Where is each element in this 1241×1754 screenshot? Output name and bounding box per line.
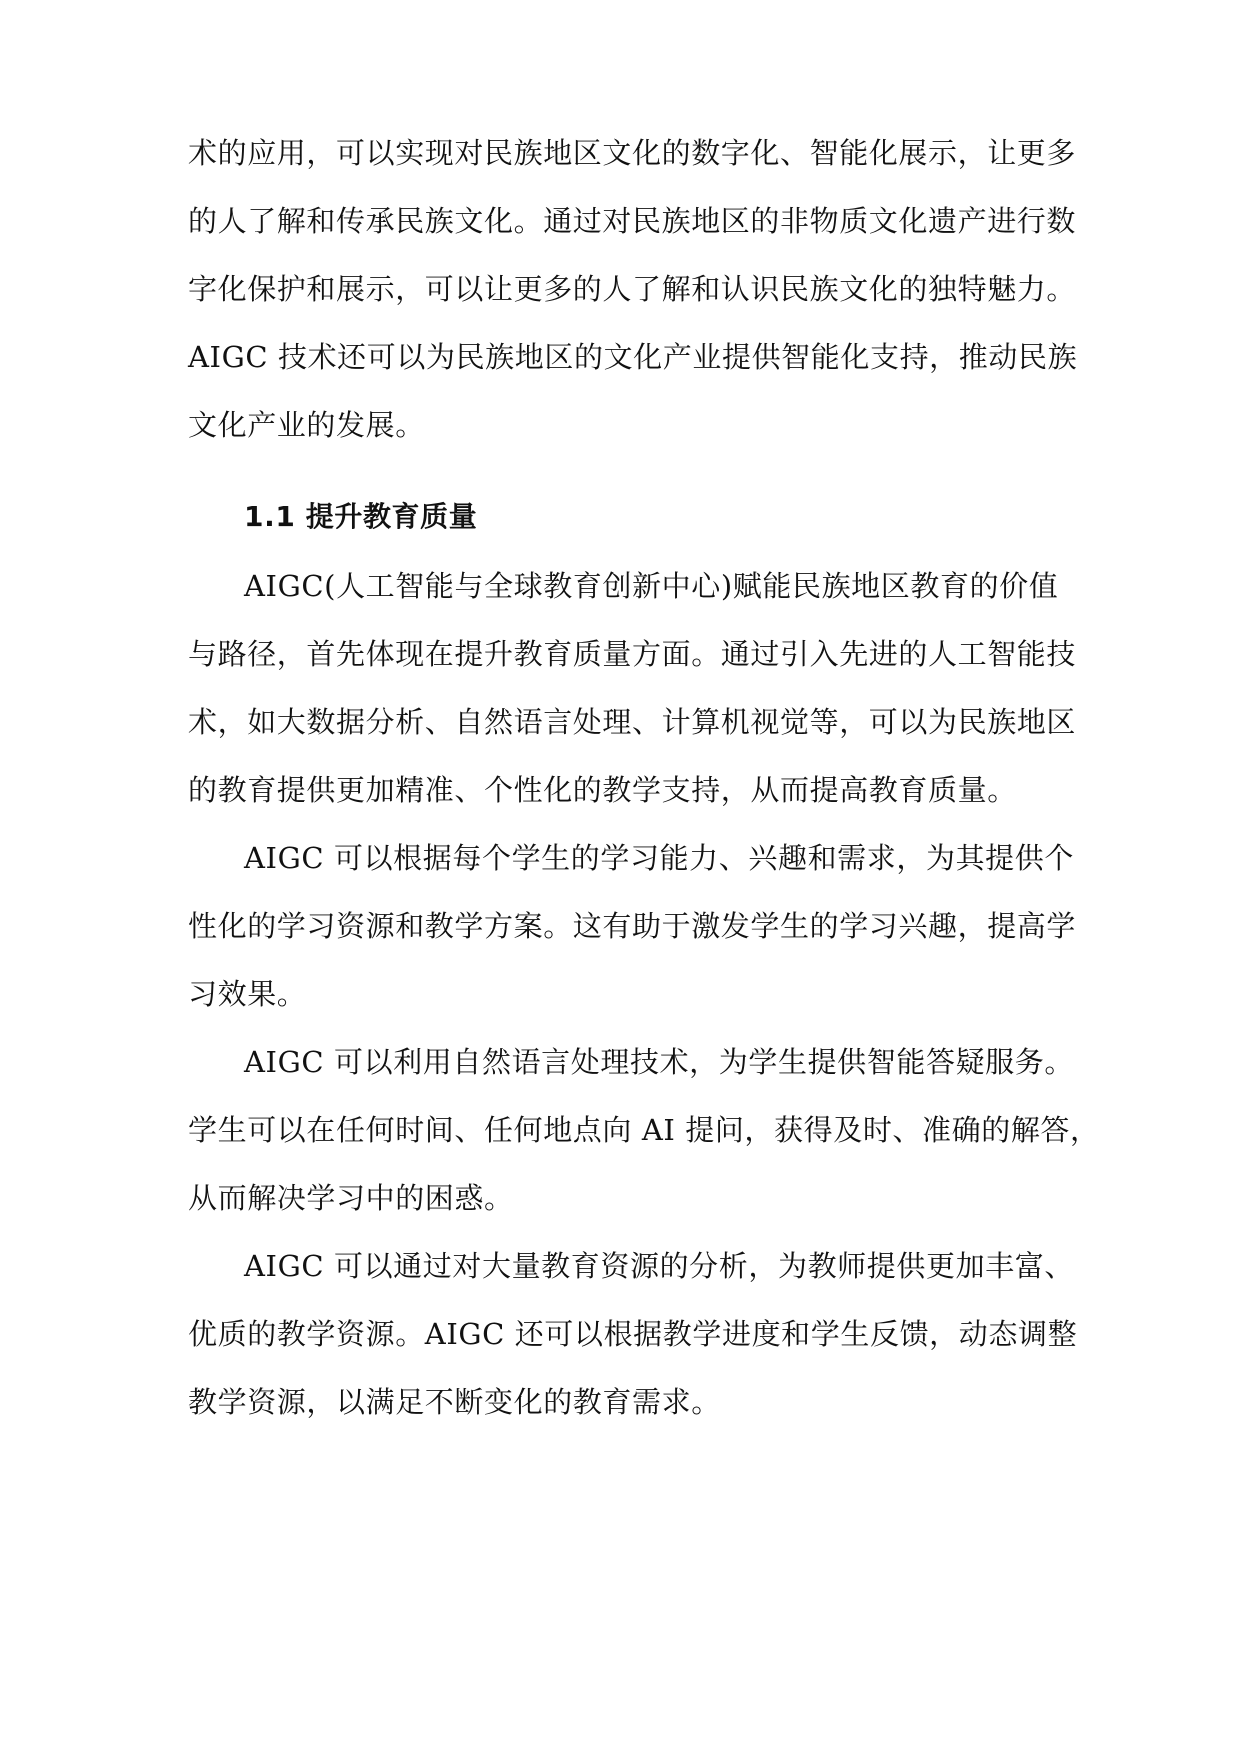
paragraph-line: 教学资源，以满足不断变化的教育需求。 <box>188 1385 721 1419</box>
paragraph-line: AIGC 可以通过对大量教育资源的分析，为教师提供更加丰富、 <box>244 1249 1074 1283</box>
paragraph-line: AIGC(人工智能与全球教育创新中心)赋能民族地区教育的价值 <box>244 569 1059 603</box>
paragraph-line: AIGC 可以根据每个学生的学习能力、兴趣和需求，为其提供个 <box>244 841 1074 875</box>
paragraph-line: 术，如大数据分析、自然语言处理、计算机视觉等，可以为民族地区 <box>188 705 1077 739</box>
paragraph-line: 从而解决学习中的困惑。 <box>188 1181 514 1215</box>
paragraph-line: 与路径，首先体现在提升教育质量方面。通过引入先进的人工智能技 <box>188 637 1077 671</box>
paragraph-line: 习效果。 <box>188 977 307 1011</box>
paragraph-line: 文化产业的发展。 <box>188 408 425 442</box>
paragraph-line: 术的应用，可以实现对民族地区文化的数字化、智能化展示，让更多 <box>188 136 1077 170</box>
section-heading: 1.1 提升教育质量 <box>244 500 478 533</box>
paragraph-line: 优质的教学资源。AIGC 还可以根据教学进度和学生反馈，动态调整 <box>188 1317 1078 1351</box>
paragraph-line: 的人了解和传承民族文化。通过对民族地区的非物质文化遗产进行数 <box>188 204 1077 238</box>
paragraph-line: 字化保护和展示，可以让更多的人了解和认识民族文化的独特魅力。 <box>188 272 1077 306</box>
paragraph-line: 性化的学习资源和教学方案。这有助于激发学生的学习兴趣，提高学 <box>188 909 1077 943</box>
paragraph-line: 的教育提供更加精准、个性化的教学支持，从而提高教育质量。 <box>188 773 1017 807</box>
paragraph-line: 学生可以在任何时间、任何地点向 AI 提问，获得及时、准确的解答， <box>188 1113 1100 1147</box>
paragraph-line: AIGC 技术还可以为民族地区的文化产业提供智能化支持，推动民族 <box>188 340 1078 374</box>
paragraph-line: AIGC 可以利用自然语言处理技术，为学生提供智能答疑服务。 <box>244 1045 1074 1079</box>
